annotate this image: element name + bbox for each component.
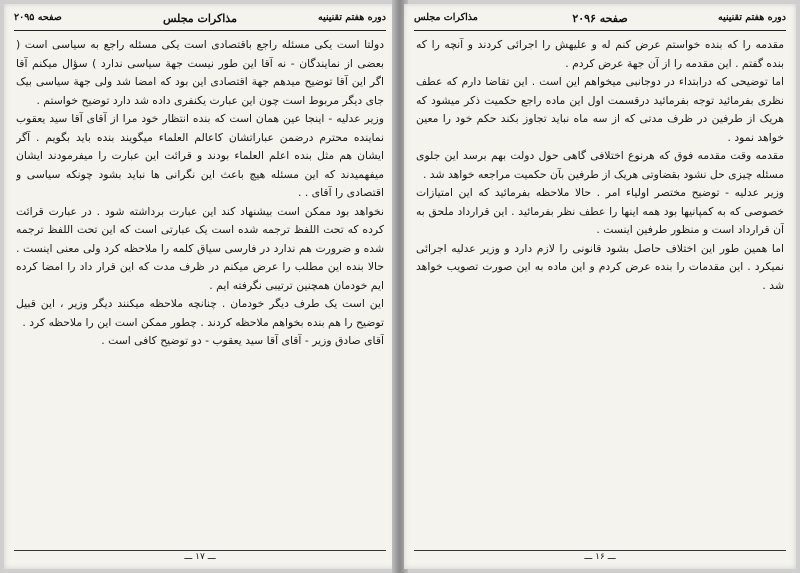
right-header-rule <box>414 30 786 31</box>
paragraph: این است یک طرف دیگر خودمان . چنانچه ملاحظه میکنند دیگر وزیر ، این قبیل توضیح را هم بنده بخواهم ملاحظه کردند . چطور ممکن است این را ملاحظه کرد . <box>16 297 384 329</box>
left-footer-number: ـــ ۱۷ ـــ <box>184 552 216 562</box>
right-page <box>404 4 796 569</box>
right-page-title: مذاکرات مجلس <box>414 12 478 23</box>
right-page-number: صفحه ۲۰۹۶ <box>572 12 628 25</box>
right-page-session: دوره هفتم تقنینیه <box>717 12 786 23</box>
right-footer-number: ـــ ۱۶ ـــ <box>584 552 616 562</box>
left-page-body <box>16 36 384 548</box>
paragraph: مقدمه وقت مقدمه فوق که هرنوع اختلافی گاهی حول دولت بهم برسد این جلوی مسئله چیزی حل نشود بقضاوتی هریک از طرفین بآن حکمیت مراجعه خواهد شد . <box>416 149 784 181</box>
left-page-number: صفحه ۲۰۹۵ <box>14 12 62 23</box>
paragraph: وزیر عدلیه - توضیح مختصر اولیاء امر . حالا ملاحظه بفرمائید که این امتیازات خصوصی که به کمپانیها بود همه اینها را عطف نظر بفرمائید . این قرارداد ملحق به آن قرارداد است و منظور طرفین اینست . <box>416 186 784 236</box>
left-page <box>4 4 396 569</box>
right-page-footer <box>414 550 786 565</box>
left-page-title: مذاکرات مجلس <box>163 12 237 25</box>
paragraph: اما همین طور این اختلاف حاصل بشود قانونی را لازم دارد و وزیر عدلیه اجرائی نمیکرد . این مقدمات را بنده عرض کردم و این ماده به این صورت تصویب خواهد شد . <box>416 241 784 292</box>
paragraph: نخواهد بود ممکن است بیشنهاد کند این عبارت برداشته شود . در عبارت قرائت کرده که تحت اللفظ ترجمه شده است یک عبارتی است که این تحت اللفظ ترجمه شده و ضرورت هم ندارد در فارسی سیاق کلمه را ملاحظه کرد ولی معنی اینست . حالا بنده این مطلب را عرض میکنم در ظرف مدت که این قرار داد را امضا کرده ایم خودمان همچنین ترتیبی نگرفته ایم . <box>16 204 384 292</box>
right-page-header <box>414 12 786 28</box>
paragraph: مقدمه را که بنده خواستم عرض کنم له و علیهش را اجرائی کردند و آنچه را که بنده گفتم . این مقدمه را از آن جهة عرض کردم . <box>416 38 784 70</box>
paragraph: آقای صادق وزیر - آقای آقا سید یعقوب - دو توضیح کافی است . <box>101 334 384 347</box>
paragraph: وزیر عدلیه - اینجا عین همان است که بنده انتظار خود مرا از آقای آقا سید یعقوب نماینده محترم درضمن عباراتشان کاعالم العلماء میگویند بنده باید بگویم . آگر ایشان هم مثل بنده اعلم العلماء بودند و قرائت این عبارت را میفرمودند ایشان میفهمیدند که این مسئله هیچ باعث این نگرانی ها نباید بشود چونکه سیاسی و اقتصادی را آقای . . <box>16 112 384 199</box>
paragraph: اما توضیحی که درابتداء در دوجانبی میخواهم این است . این تقاضا دارم که عطف نظری بفرمائید توجه بفرمائید درقسمت اول این ماده راجع حکمیت ذکر میشود که هریک از طرفین در ظرف مدتی که از سه ماه نباید تجاوز بکند حکم خود را معین خواهد نمود . <box>416 75 784 144</box>
left-page-header <box>14 12 386 28</box>
paragraph: دولتا است یکی مسئله راجع باقتصادی است یکی مسئله راجع به سیاسی است ( بعضی از نمایندگان - نه آقا این طور نیست جهة سیاسی ندارد ) سؤال میکنم آقا اگر این آقا توضیح میدهم جهة اقتصادی این بود که امضا شد ولی جهة سیاسی بیک جای دیگر مربوط است چون این عبارت یکنفری داده شد دارد توضیح خواستم . <box>16 38 384 107</box>
left-page-session: دوره هفتم تقنینیه <box>317 12 386 23</box>
right-page-body <box>416 36 784 548</box>
left-header-rule <box>14 30 386 31</box>
left-page-footer <box>14 550 386 565</box>
